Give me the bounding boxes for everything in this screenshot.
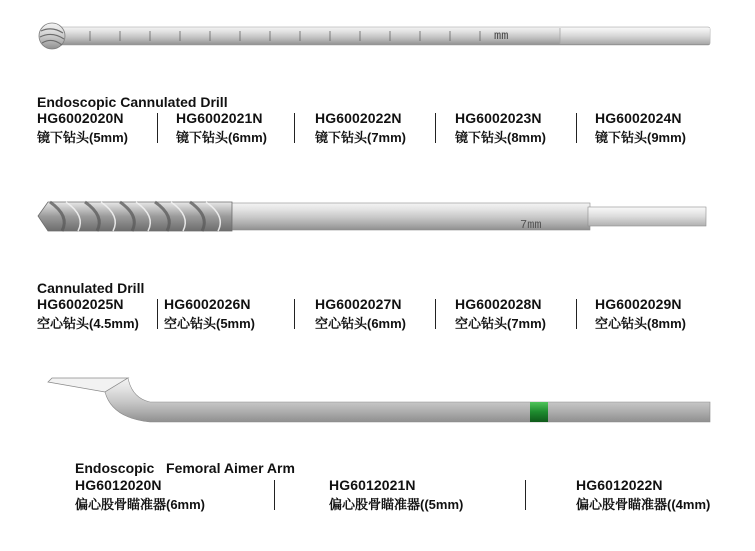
product-code: HG6002023N [455, 110, 542, 126]
column-divider [525, 480, 526, 510]
product-code: HG6002021N [176, 110, 263, 126]
product-code: HG6002026N [164, 296, 251, 312]
section-title-femoral-aimer-arm: Endoscopic Femoral Aimer Arm [75, 460, 295, 476]
product-code: HG6012021N [329, 477, 416, 493]
column-divider [576, 299, 577, 329]
product-description: 镜下钻头(5mm) [37, 130, 129, 145]
column-divider [294, 299, 295, 329]
product-description: 空心钻头(7mm) [455, 316, 547, 331]
product-description: 空心钻头(5mm) [164, 316, 256, 331]
product-description: 偏心股骨瞄准器((4mm) [576, 497, 711, 512]
product-description: 镜下钻头(7mm) [315, 130, 407, 145]
product-code: HG6002028N [455, 296, 542, 312]
product-code: HG6002022N [315, 110, 402, 126]
product-description: 镜下钻头(9mm) [595, 130, 687, 145]
column-divider [294, 113, 295, 143]
column-divider [157, 113, 158, 143]
column-divider [435, 113, 436, 143]
section-title-endoscopic-cannulated-drill: Endoscopic Cannulated Drill [37, 94, 228, 110]
product-code: HG6002027N [315, 296, 402, 312]
product-code: HG6012022N [576, 477, 663, 493]
column-divider [157, 299, 158, 329]
column-divider [435, 299, 436, 329]
product-description: 空心钻头(8mm) [595, 316, 687, 331]
femoral-aimer-arm-image [48, 378, 710, 422]
product-description: 偏心股骨瞄准器((5mm) [329, 497, 464, 512]
cannulated-drill-image [38, 202, 706, 231]
size-marking-label: 7mm [520, 218, 542, 232]
endoscopic-drill-image [39, 23, 710, 49]
product-description: 镜下钻头(6mm) [176, 130, 268, 145]
product-description: 空心钻头(6mm) [315, 316, 407, 331]
column-divider [274, 480, 275, 510]
column-divider [576, 113, 577, 143]
product-description: 偏心股骨瞄准器(6mm) [75, 497, 206, 512]
section-title-cannulated-drill: Cannulated Drill [37, 280, 145, 296]
product-code: HG6002020N [37, 110, 124, 126]
product-code: HG6012020N [75, 477, 162, 493]
product-code: HG6002025N [37, 296, 124, 312]
product-description: 镜下钻头(8mm) [455, 130, 547, 145]
product-description: 空心钻头(4.5mm) [37, 316, 139, 331]
product-code: HG6002029N [595, 296, 682, 312]
product-code: HG6002024N [595, 110, 682, 126]
scale-marking-label: mm [494, 29, 509, 43]
